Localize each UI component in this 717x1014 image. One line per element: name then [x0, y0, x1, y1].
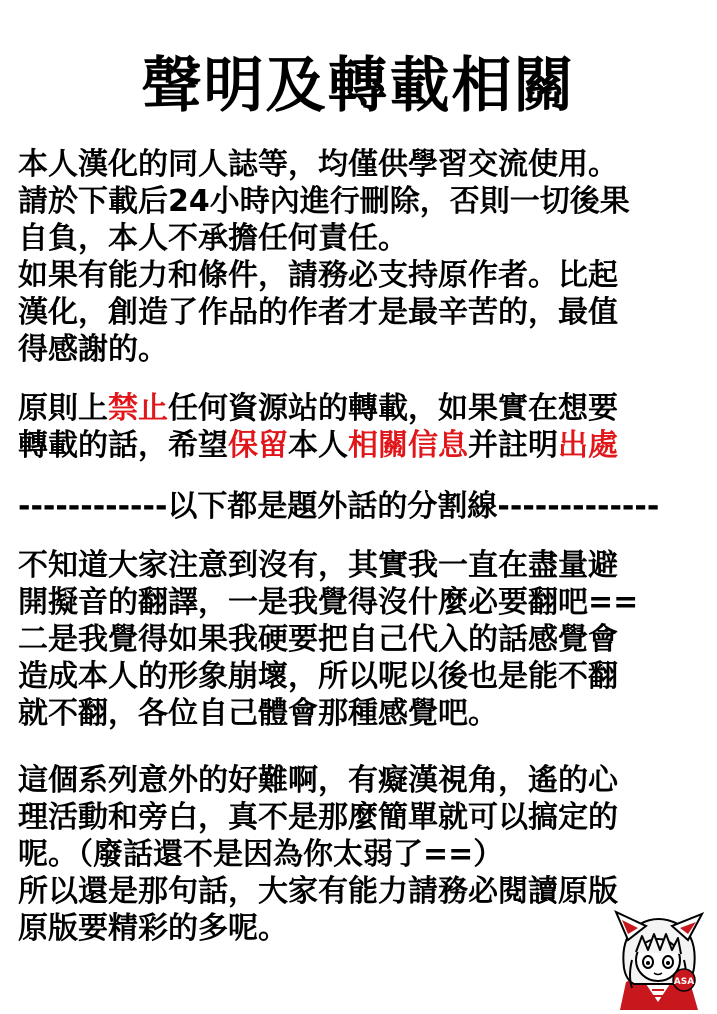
- translation-note-paragraph: [18, 547, 708, 732]
- highlight-related-info: 相關信息: [348, 428, 468, 463]
- page-title: 聲明及轉載相關: [141, 51, 576, 121]
- text-line: 二是我覺得如果我硬要把自己代入的話感覺會: [18, 622, 618, 657]
- text-segment: 轉載的話，希望: [18, 428, 228, 463]
- mascot-watermark-icon: [606, 910, 710, 1010]
- text-line: 這個系列意外的好難啊，有癡漢視角，遙的心: [18, 763, 618, 798]
- text-line: 理活動和旁白，真不是那麼簡單就可以搞定的: [18, 800, 618, 835]
- highlight-source: 出處: [558, 428, 618, 463]
- text-line: 得感謝的。: [18, 332, 168, 367]
- text-line: [18, 390, 708, 427]
- reprint-policy-paragraph: [18, 390, 708, 464]
- text-segment: 本人: [288, 428, 348, 463]
- text-line: 開擬音的翻譯，一是我覺得沒什麼必要翻吧==: [18, 585, 639, 620]
- text-line: 如果有能力和條件，請務必支持原作者。比起: [18, 258, 618, 293]
- text-line: [18, 427, 708, 464]
- text-line: 造成本人的形象崩壞，所以呢以後也是能不翻: [18, 659, 618, 694]
- text-line: 不知道大家注意到沒有，其實我一直在盡量避: [18, 548, 618, 583]
- text-segment: 原則上: [18, 391, 108, 426]
- section-divider: ------------以下都是題外話的分割線-------------: [18, 489, 660, 524]
- series-comment-paragraph: [18, 762, 708, 947]
- text-line: 所以還是那句話，大家有能力請務必閱讀原版: [18, 874, 618, 909]
- text-line: 自負，本人不承擔任何責任。: [18, 221, 408, 256]
- disclaimer-paragraph: [18, 146, 708, 368]
- text-line: 呢。（廢話還不是因為你太弱了==）: [18, 837, 504, 872]
- text-segment: 任何資源站的轉載，如果實在想要: [168, 391, 618, 426]
- text-line: 本人漢化的同人誌等，均僅供學習交流使用。: [18, 147, 618, 182]
- highlight-retain: 保留: [228, 428, 288, 463]
- highlight-prohibited: 禁止: [108, 391, 168, 426]
- text-line: 請於下載后24小時內進行刪除，否則一切後果: [18, 184, 630, 219]
- watermark-badge-text: ASA: [673, 977, 695, 987]
- text-line: 就不翻，各位自己體會那種感覺吧。: [18, 696, 498, 731]
- text-line: 漢化，創造了作品的作者才是最辛苦的，最值: [18, 295, 618, 330]
- text-line: 原版要精彩的多呢。: [18, 911, 288, 946]
- text-segment: 并註明: [468, 428, 558, 463]
